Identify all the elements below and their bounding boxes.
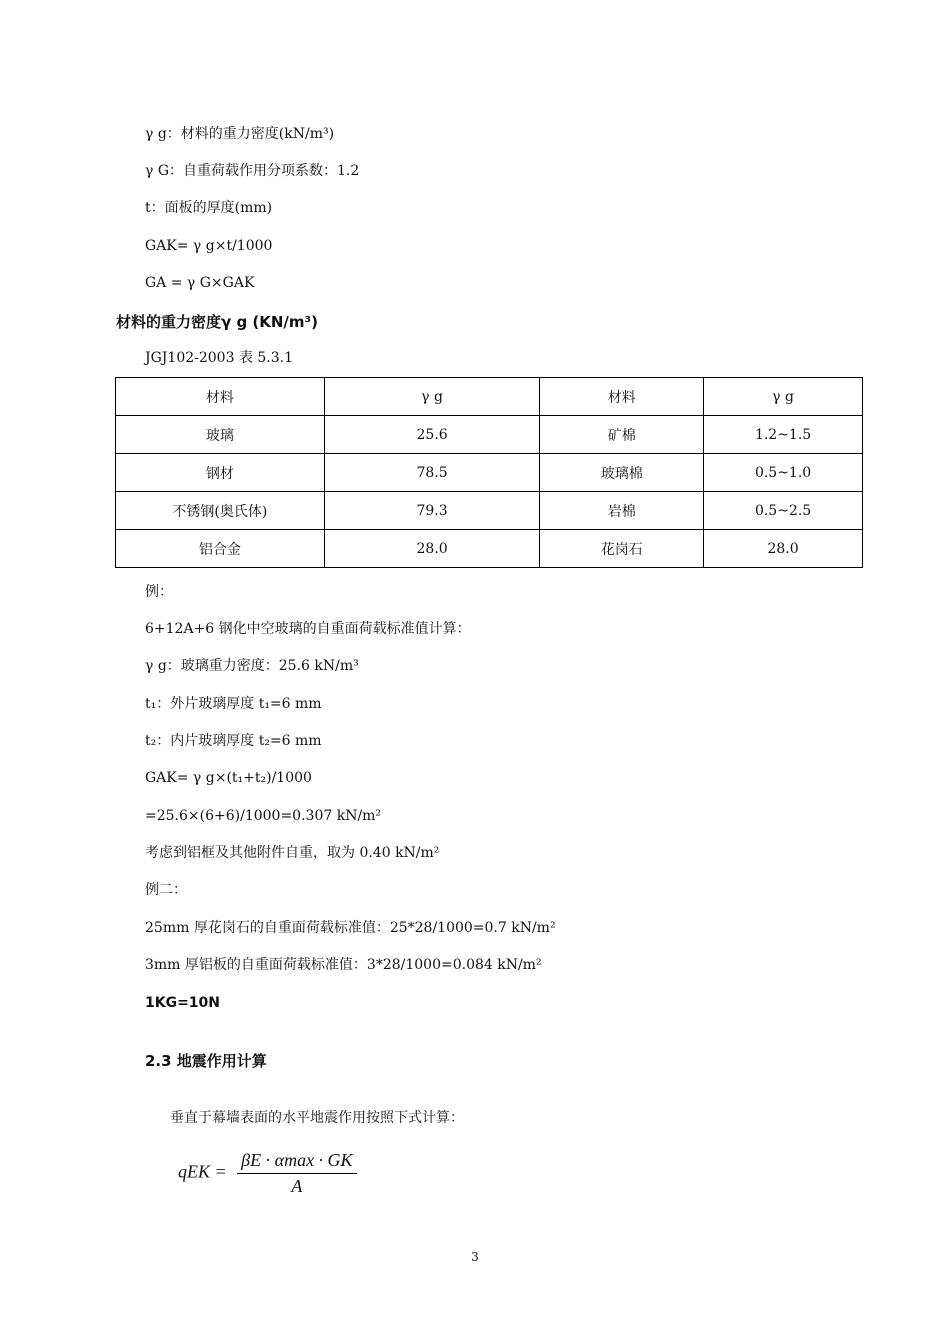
example-line: 考虑到铝框及其他附件自重，取为 0.40 kN/m²	[145, 845, 440, 861]
formula-lhs: qEK =	[178, 1161, 227, 1182]
table-cell: 0.5~2.5	[704, 492, 863, 530]
table-cell: 78.5	[324, 454, 540, 492]
seismic-formula	[178, 1150, 357, 1197]
table-cell: 铝合金	[116, 530, 325, 568]
example-line: 6+12A+6 钢化中空玻璃的自重面荷载标准值计算：	[145, 621, 471, 637]
formula-fraction	[237, 1150, 356, 1197]
example-line: 例：	[145, 584, 173, 600]
material-density-table	[115, 377, 863, 568]
table-cell: 玻璃	[116, 416, 325, 454]
table-row	[116, 492, 863, 530]
table-cell: 0.5~1.0	[704, 454, 863, 492]
table-header-cell: 材料	[116, 378, 325, 416]
formula-denominator: A	[291, 1176, 303, 1196]
definition-line: t：面板的厚度(mm)	[145, 200, 273, 216]
page-number: 3	[471, 1250, 479, 1264]
table-source: JGJ102-2003 表 5.3.1	[145, 350, 294, 366]
section-text: 垂直于幕墙表面的水平地震作用按照下式计算：	[170, 1110, 464, 1126]
example-line: 3mm 厚铝板的自重面荷载标准值：3*28/1000=0.084 kN/m²	[145, 957, 542, 973]
table-header-cell: 材料	[540, 378, 704, 416]
definition-line: GAK= γ g×t/1000	[145, 238, 273, 254]
table-cell: 矿棉	[540, 416, 704, 454]
table-cell: 28.0	[324, 530, 540, 568]
table-cell: 不锈钢(奥氏体)	[116, 492, 325, 530]
example-line: 25mm 厚花岗石的自重面荷载标准值：25*28/1000=0.7 kN/m²	[145, 920, 556, 936]
example-line: 例二：	[145, 882, 187, 898]
table-header-cell: γ g	[324, 378, 540, 416]
table-row	[116, 454, 863, 492]
table-header-cell: γ g	[704, 378, 863, 416]
formula-numerator: βE · αmax · GK	[237, 1150, 356, 1174]
table-heading: 材料的重力密度γ g (KN/m³)	[116, 313, 318, 331]
table-row	[116, 530, 863, 568]
table-header-row	[116, 378, 863, 416]
definition-line: γ g：材料的重力密度(kN/m³)	[145, 126, 335, 142]
section-title: 2.3 地震作用计算	[145, 1052, 267, 1070]
example-line: GAK= γ g×(t₁+t₂)/1000	[145, 770, 312, 786]
table-cell: 钢材	[116, 454, 325, 492]
table-cell: 79.3	[324, 492, 540, 530]
example-line: =25.6×(6+6)/1000=0.307 kN/m²	[145, 808, 382, 824]
table-cell: 岩棉	[540, 492, 704, 530]
table-cell: 25.6	[324, 416, 540, 454]
example-line: γ g：玻璃重力密度：25.6 kN/m³	[145, 658, 359, 674]
example-line: t₁：外片玻璃厚度 t₁=6 mm	[145, 696, 322, 712]
table-cell: 28.0	[704, 530, 863, 568]
table-cell: 花岗石	[540, 530, 704, 568]
table-row	[116, 416, 863, 454]
table-cell: 1.2~1.5	[704, 416, 863, 454]
example-line: t₂：内片玻璃厚度 t₂=6 mm	[145, 733, 322, 749]
definition-line: γ G：自重荷载作用分项系数：1.2	[145, 163, 360, 179]
table-cell: 玻璃棉	[540, 454, 704, 492]
unit-note: 1KG=10N	[145, 995, 221, 1011]
definition-line: GA = γ G×GAK	[145, 275, 255, 291]
